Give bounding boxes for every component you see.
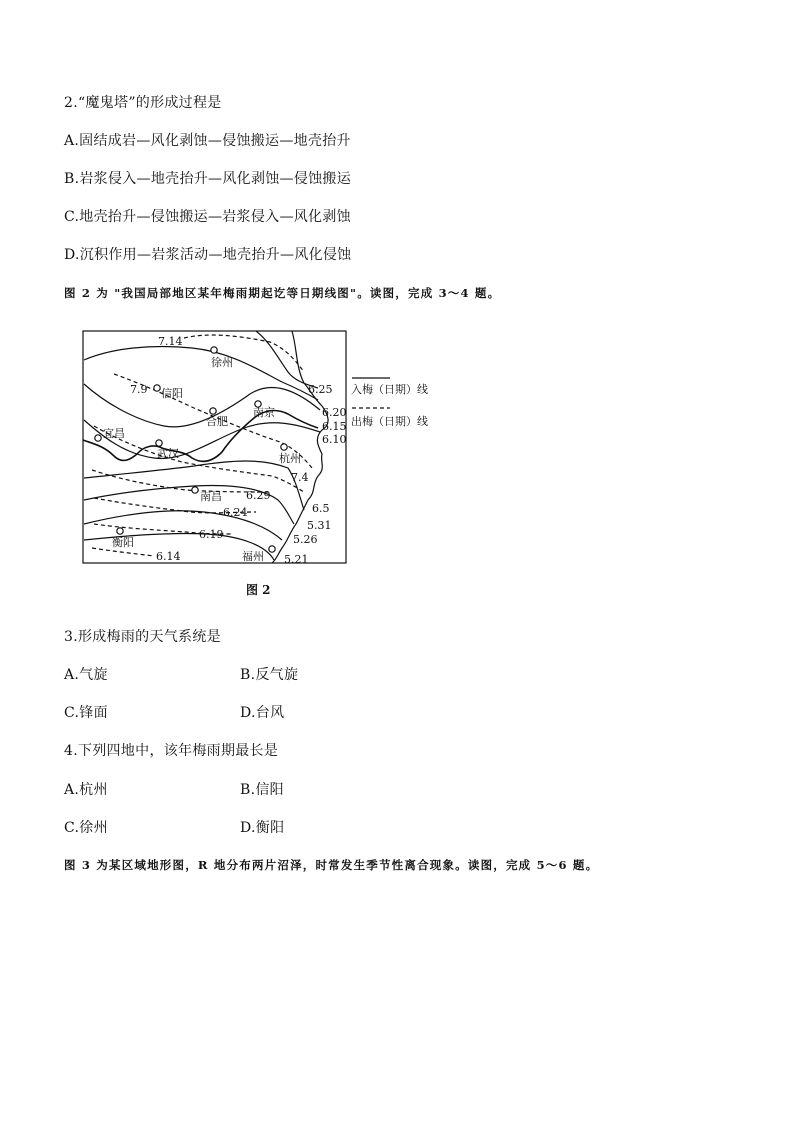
question-2-stem: 2.“魔鬼塔”的形成过程是 — [64, 95, 222, 111]
date-label-6-10: 6.10 — [322, 433, 347, 446]
city-label-wuhan: 武汉 — [157, 447, 179, 460]
question-3-options-row-2 — [64, 702, 285, 722]
end-line-7-4 — [94, 426, 304, 492]
question-4-option-a: A.杭州 — [64, 782, 108, 798]
date-label-6-25: 6.25 — [308, 383, 333, 396]
question-4-options-row-1 — [64, 779, 284, 799]
figure-2-caption: 图 2 — [246, 583, 271, 597]
figure-3-intro: 图 3 为某区域地形图，R 地分布两片沼泽，时常发生季节性离合现象。读图，完成 5～6 题。 — [64, 858, 599, 872]
city-marker-hengyang — [117, 528, 123, 534]
end-line-6-29 — [92, 470, 268, 492]
city-label-xuzhou: 徐州 — [211, 356, 233, 369]
date-label-6-20: 6.20 — [322, 406, 347, 419]
date-label-5-21: 5.21 — [284, 553, 309, 566]
date-label-6-29: 6.29 — [246, 489, 271, 502]
question-3-option-c: C.锋面 — [64, 705, 108, 721]
question-4-option-d: D.衡阳 — [240, 820, 285, 836]
plum-rain-date-map — [82, 328, 442, 574]
date-label-7-9: 7.9 — [130, 383, 148, 396]
city-label-hefei: 合肥 — [206, 415, 228, 428]
city-marker-xuzhou — [211, 347, 217, 353]
city-marker-wuhan — [156, 440, 162, 446]
end-line-7-14 — [184, 335, 304, 372]
onset-line-6-25 — [256, 331, 318, 388]
question-2-option-a: A.固结成岩—风化剥蚀—侵蚀搬运—地壳抬升 — [64, 133, 351, 149]
date-label-7-4: 7.4 — [291, 471, 309, 484]
question-4-option-b: B.信阳 — [240, 782, 284, 798]
question-2-option-d: D.沉积作用—岩浆活动—地壳抬升—风化侵蚀 — [64, 247, 352, 263]
question-3-option-a: A.气旋 — [64, 667, 108, 683]
question-3-stem: 3.形成梅雨的天气系统是 — [64, 629, 221, 645]
city-label-hengyang: 衡阳 — [112, 536, 134, 549]
question-2-option-c: C.地壳抬升—侵蚀搬运—岩浆侵入—风化剥蚀 — [64, 209, 351, 225]
question-3-options-row-1 — [64, 664, 299, 684]
city-marker-hangzhou — [281, 444, 287, 450]
city-marker-yichang — [95, 435, 101, 441]
city-label-xinyang: 信阳 — [161, 387, 183, 400]
city-label-hangzhou: 杭州 — [279, 452, 301, 465]
question-4-options-row-2 — [64, 817, 285, 837]
date-label-5-26: 5.26 — [293, 533, 318, 546]
city-marker-xinyang — [154, 385, 160, 391]
date-label-6-14: 6.14 — [156, 550, 181, 563]
city-label-fuzhou: 福州 — [242, 550, 264, 563]
legend-end-label: 出梅（日期）线 — [351, 415, 428, 428]
city-label-yichang: 宜昌 — [103, 427, 125, 440]
city-marker-hefei — [210, 408, 216, 414]
question-4-stem: 4.下列四地中，该年梅雨期最长是 — [64, 743, 279, 759]
date-label-5-31: 5.31 — [307, 519, 332, 532]
date-label-7-14: 7.14 — [158, 335, 183, 348]
onset-line-6-20 — [84, 347, 318, 401]
end-line-6-14 — [92, 548, 154, 556]
date-label-6-19: 6.19 — [199, 528, 224, 541]
city-label-nanchang: 南昌 — [200, 490, 222, 503]
city-label-nanjing: 南京 — [253, 406, 275, 419]
date-label-6-5: 6.5 — [312, 502, 330, 515]
figure-2-intro: 图 2 为 "我国局部地区某年梅雨期起讫等日期线图"。读图，完成 3～4 题。 — [64, 286, 501, 300]
legend-onset-label: 入梅（日期）线 — [351, 383, 428, 396]
question-3-option-b: B.反气旋 — [240, 667, 299, 683]
question-2-option-b: B.岩浆侵入—地壳抬升—风化剥蚀—侵蚀搬运 — [64, 171, 352, 187]
question-4-option-c: C.徐州 — [64, 820, 108, 836]
city-marker-fuzhou — [269, 546, 275, 552]
onset-line-6-15 — [84, 384, 320, 427]
question-3-option-d: D.台风 — [240, 705, 285, 721]
date-label-6-15: 6.15 — [322, 420, 347, 433]
date-label-6-24: 6.24 — [223, 506, 248, 519]
city-marker-nanchang — [192, 487, 198, 493]
